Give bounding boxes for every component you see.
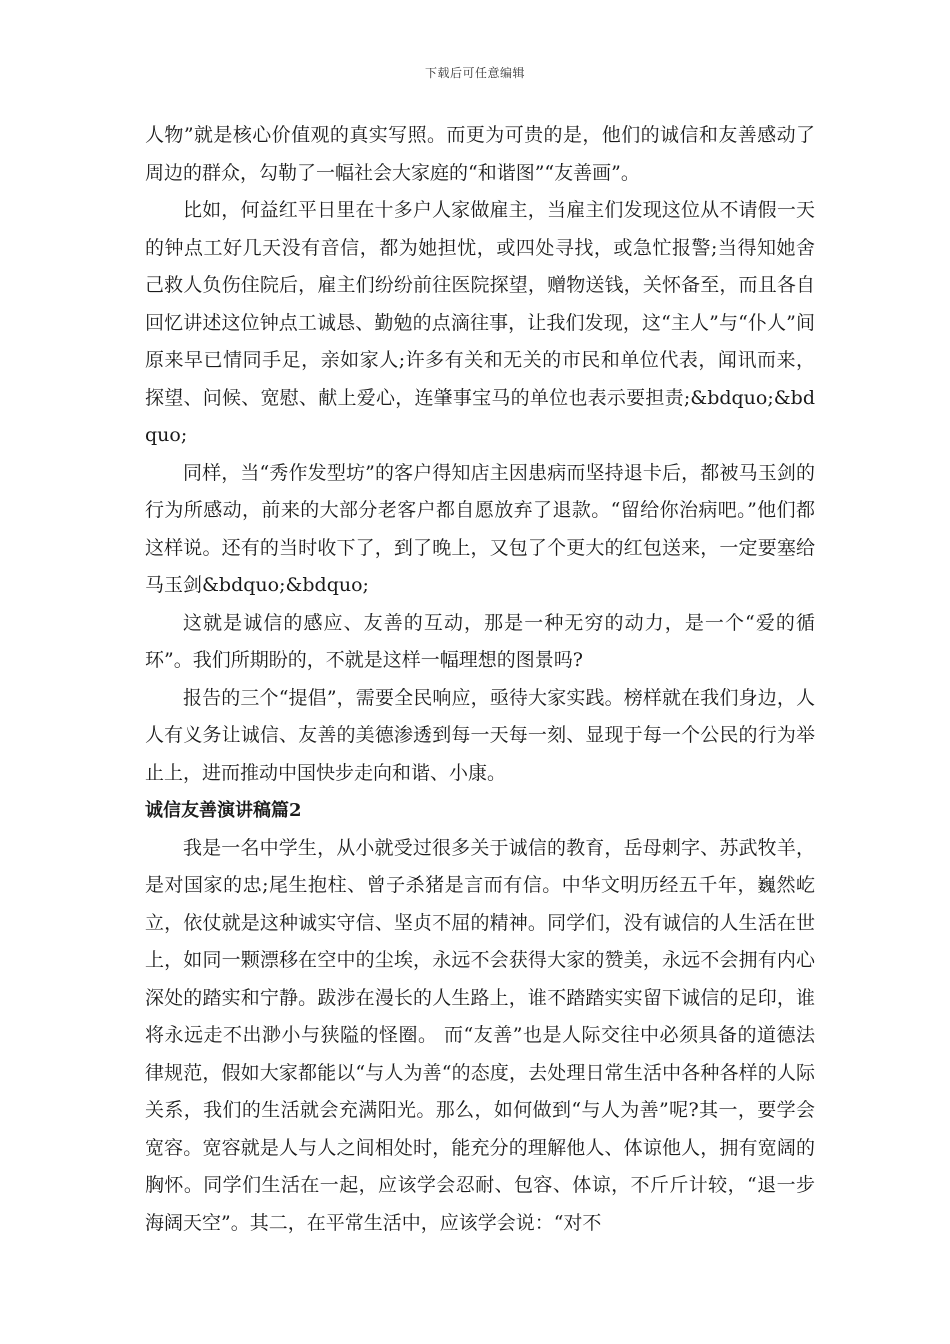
paragraph-love-cycle: 这就是诚信的感应、友善的互动，那是一种无穷的动力，是一个“爱的循环”。我们所期盼的，不就是这样一幅理想的图景吗? xyxy=(145,611,815,671)
page-header-note: 下载后可任意编辑 xyxy=(424,66,525,80)
paragraph-employer-example: 比如，何益红平日里在十多户人家做雇主，当雇主们发现这位从不请假一天的钟点工好几天没有音信，都为她担忧，或四处寻找，或急忙报警;当得知她舍己救人负伤住院后，雇主们纷纷前往医院探望，赠物送钱，关怀备至，而且各自回忆讲述这位钟点工诚恳、勤勉的点滴往事，让我们发现，这“主人”与“仆人”间原来早已情同手足，亲如家人;许多有关和无关的市民和单位代表，闻讯而来，探望、问候、宽慰、献上爱心，连肇事宝马的单位也表示要担责;&bdquo;&bdquo; xyxy=(145,199,815,446)
paragraph-continuation: 人物”就是核心价值观的真实写照。而更为可贵的是，他们的诚信和友善感动了周边的群众，勾勒了一幅社会大家庭的“和谐图”“友善画”。 xyxy=(145,124,815,184)
document-body xyxy=(145,117,815,1242)
paragraph-speech-2: 我是一名中学生，从小就受过很多关于诚信的教育，岳母刺字、苏武牧羊，是对国家的忠;尾生抱柱、曾子杀猪是言而有信。中华文明历经五千年，巍然屹立，依仗就是这种诚实守信、坚贞不屈的精神。同学们，没有诚信的人生活在世上，如同一颗漂移在空中的尘埃，永远不会获得大家的赞美，永远不会拥有内心深处的踏实和宁静。跋涉在漫长的人生路上，谁不踏踏实实留下诚信的足印，谁将永远走不出渺小与狭隘的怪圈。 而“友善”也是人际交往中必须具备的道德法律规范，假如大家都能以“与人为善“的态度，去处理日常生活中各种各样的人际关系，我们的生活就会充满阳光。那么，如何做到“与人为善”呢?其一，要学会宽容。宽容就是人与人之间相处时，能充分的理解他人、体谅他人，拥有宽阔的胸怀。同学们生活在一起，应该学会忍耐、包容、体谅，不斤斤计较，“退一步海阔天空”。其二，在平常生活中，应该学会说：“对不 xyxy=(145,836,815,1234)
paragraph-report-call: 报告的三个“提倡”，需要全民响应，亟待大家实践。榜样就在我们身边，人人有义务让诚信、友善的美德渗透到每一天每一刻、显现于每一个公民的行为举止上，进而推动中国快步走向和谐、小康。 xyxy=(145,686,815,784)
paragraph-salon-example: 同样，当“秀作发型坊”的客户得知店主因患病而坚持退卡后，都被马玉剑的行为所感动，前来的大部分老客户都自愿放弃了退款。“留给你治病吧。”他们都这样说。还有的当时收下了，到了晚上，又包了个更大的红包送来，一定要塞给马玉剑&bdquo;&bdquo; xyxy=(145,461,815,596)
section-heading: 诚信友善演讲稿篇2 xyxy=(145,800,302,821)
